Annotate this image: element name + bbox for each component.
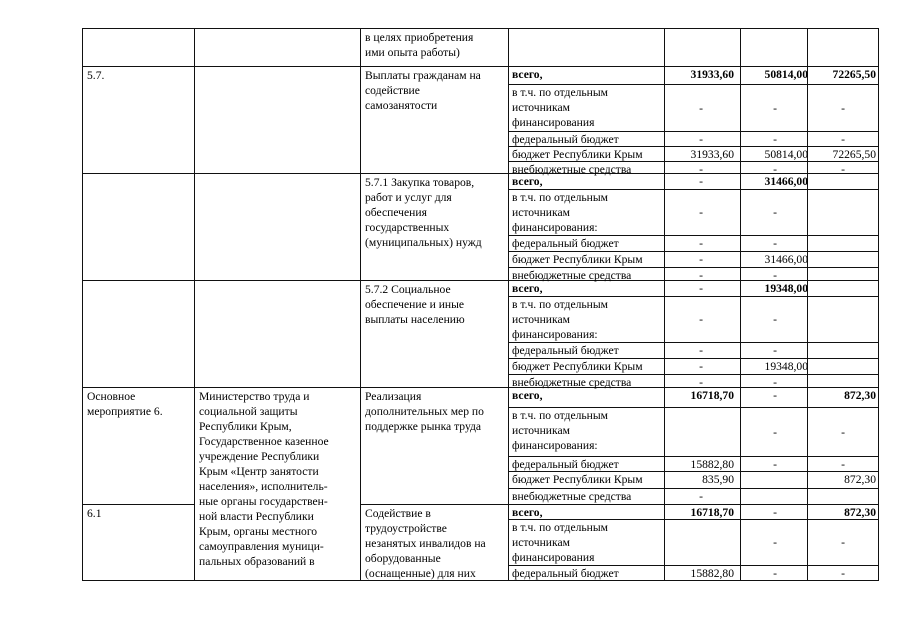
org-text: учреждение Республики <box>199 450 320 463</box>
value-cell: 72265,50 <box>832 68 876 81</box>
source-label: финансирования: <box>512 439 598 452</box>
value-cell: - <box>699 237 703 250</box>
event-text: государственных <box>365 221 450 234</box>
column-divider <box>194 28 195 581</box>
table-border-left <box>82 28 83 581</box>
source-label: федеральный бюджет <box>512 344 619 357</box>
column-divider <box>664 28 665 581</box>
value-cell: 16718,70 <box>690 506 734 519</box>
value-cell: - <box>773 389 777 402</box>
source-label: федеральный бюджет <box>512 133 619 146</box>
value-cell: 72265,50 <box>832 148 876 161</box>
value-cell: - <box>699 376 703 389</box>
row-id: 5.7. <box>87 69 105 82</box>
event-text: (муниципальных) нужд <box>365 236 482 249</box>
value-cell: 31466,00 <box>764 175 808 188</box>
source-label: бюджет Республики Крым <box>512 473 643 486</box>
value-cell: - <box>841 163 845 176</box>
value-cell: - <box>841 567 845 580</box>
org-text: Крым «Центр занятости <box>199 465 319 478</box>
event-text: Содействие в <box>365 507 431 520</box>
value-cell: 19348,00 <box>764 282 808 295</box>
value-cell: - <box>773 344 777 357</box>
value-cell: - <box>773 101 777 115</box>
source-label: федеральный бюджет <box>512 237 619 250</box>
source-label: всего, <box>512 68 543 81</box>
source-label: источникам <box>512 424 570 437</box>
org-text: Министерство труда и <box>199 390 310 403</box>
row-divider-partial-left <box>82 504 194 505</box>
event-text: дополнительных мер по <box>365 405 484 418</box>
event-text: Реализация <box>365 390 422 403</box>
event-text: 5.7.2 Социальное <box>365 283 451 296</box>
source-label: бюджет Республики Крым <box>512 253 643 266</box>
value-cell: - <box>699 313 703 326</box>
source-label: внебюджетные средства <box>512 376 632 389</box>
event-text: трудоустройстве <box>365 522 447 535</box>
value-cell: - <box>699 360 703 373</box>
value-cell: 31933,60 <box>690 68 734 81</box>
source-label: в т.ч. по отдельным <box>512 521 608 534</box>
org-text: населения», исполнитель- <box>199 480 328 493</box>
source-label: в т.ч. по отдельным <box>512 298 608 311</box>
table-border-right <box>878 28 879 581</box>
value-cell: - <box>841 536 845 549</box>
source-label: всего, <box>512 506 543 519</box>
value-cell: 31933,60 <box>690 148 734 161</box>
source-label: финансирования: <box>512 221 598 234</box>
value-cell: 15882,80 <box>690 567 734 580</box>
event-text: работ и услуг для <box>365 191 452 204</box>
value-cell: - <box>773 536 777 549</box>
value-cell: - <box>773 269 777 282</box>
value-cell: - <box>699 344 703 357</box>
source-label: всего, <box>512 175 543 188</box>
value-cell: - <box>773 376 777 389</box>
value-cell: - <box>773 133 777 146</box>
org-text: самоуправления муници- <box>199 540 324 553</box>
value-cell: - <box>699 253 703 266</box>
source-label: в т.ч. по отдельным <box>512 191 608 204</box>
column-divider <box>508 28 509 581</box>
value-cell: - <box>773 458 777 471</box>
value-cell: - <box>699 163 703 176</box>
value-cell: - <box>699 282 703 295</box>
event-text: 5.7.1 Закупка товаров, <box>365 176 475 189</box>
source-label: внебюджетные средства <box>512 163 632 176</box>
event-text: поддержке рынка труда <box>365 420 482 433</box>
value-cell: - <box>699 206 703 219</box>
source-label: в т.ч. по отдельным <box>512 86 608 99</box>
source-label: внебюджетные средства <box>512 269 632 282</box>
value-cell: 50814,00 <box>764 148 808 161</box>
value-cell: - <box>773 425 777 439</box>
value-cell: - <box>699 269 703 282</box>
source-label: федеральный бюджет <box>512 458 619 471</box>
value-cell: - <box>841 425 845 439</box>
value-cell: 835,90 <box>702 473 734 486</box>
source-label: всего, <box>512 282 543 295</box>
org-text: социальной защиты <box>199 405 298 418</box>
value-cell: - <box>699 490 703 503</box>
value-cell: - <box>841 101 845 115</box>
value-cell: 872,30 <box>844 473 876 486</box>
table-border-top <box>82 28 878 29</box>
event-text: (оснащенные) для них <box>365 567 476 580</box>
source-label: бюджет Республики Крым <box>512 148 643 161</box>
value-cell: - <box>773 237 777 250</box>
row-id: мероприятие 6. <box>87 405 163 418</box>
event-text: выплаты населению <box>365 313 465 326</box>
value-cell: 15882,80 <box>690 458 734 471</box>
org-text: Республики Крым, <box>199 420 292 433</box>
source-label: финансирования <box>512 551 595 564</box>
event-text: незанятых инвалидов на <box>365 537 486 550</box>
value-cell: - <box>773 206 777 219</box>
value-cell: 872,30 <box>844 506 876 519</box>
value-cell: - <box>699 133 703 146</box>
event-text: обеспечения <box>365 206 427 219</box>
source-label: федеральный бюджет <box>512 567 619 580</box>
value-cell: 31466,00 <box>764 253 808 266</box>
source-label: финансирования: <box>512 328 598 341</box>
source-label: в т.ч. по отдельным <box>512 409 608 422</box>
value-cell: - <box>773 313 777 326</box>
org-text: Крым, органы местного <box>199 525 318 538</box>
value-cell: 872,30 <box>844 389 876 402</box>
source-label: источникам <box>512 206 570 219</box>
org-text: ной власти Республики <box>199 510 314 523</box>
event-text: самозанятости <box>365 99 438 112</box>
value-cell: - <box>841 133 845 146</box>
event-text: ими опыта работы) <box>365 46 460 59</box>
source-label: бюджет Республики Крым <box>512 360 643 373</box>
source-label: источникам <box>512 313 570 326</box>
org-text: ные органы государствен- <box>199 495 328 508</box>
value-cell: - <box>841 458 845 471</box>
value-cell: - <box>773 506 777 519</box>
event-text: оборудованные <box>365 552 441 565</box>
row-id: Основное <box>87 390 136 403</box>
org-text: пальных образований в <box>199 555 315 568</box>
event-text: Выплаты гражданам на <box>365 69 481 82</box>
value-cell: 16718,70 <box>690 389 734 402</box>
column-divider <box>360 28 361 581</box>
source-label: внебюджетные средства <box>512 490 632 503</box>
value-cell: - <box>699 101 703 115</box>
event-text: обеспечение и иные <box>365 298 465 311</box>
source-label: финансирования <box>512 116 595 129</box>
value-cell: - <box>773 567 777 580</box>
row-id: 6.1 <box>87 507 102 520</box>
value-cell: 50814,00 <box>764 68 808 81</box>
value-cell: 19348,00 <box>764 360 808 373</box>
source-label: источникам <box>512 536 570 549</box>
column-divider <box>740 28 741 581</box>
value-cell: - <box>773 163 777 176</box>
event-text: содействие <box>365 84 420 97</box>
source-label: источникам <box>512 101 570 114</box>
source-label: всего, <box>512 389 543 402</box>
value-cell: - <box>699 175 703 188</box>
org-text: Государственное казенное <box>199 435 329 448</box>
event-text: в целях приобретения <box>365 31 474 44</box>
